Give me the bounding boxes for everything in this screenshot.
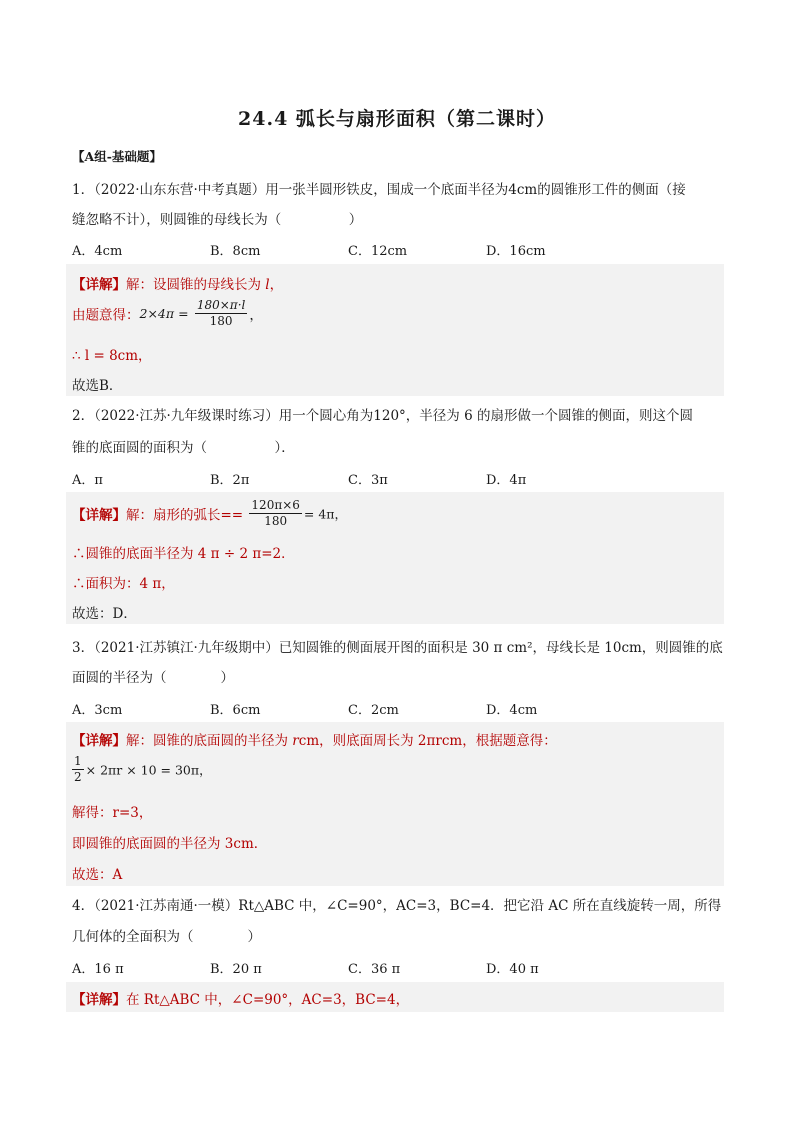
q3-sol-fraction	[72, 754, 84, 785]
q1-sol-fraction	[195, 298, 248, 329]
q3-stem-line2: 面圆的半径为（ ）	[72, 670, 234, 686]
q1-sol-line4: 故选B．	[72, 378, 123, 394]
q3-sol-den: 2	[74, 770, 82, 784]
q2-stem-line1: 2．（2022·江苏·九年级课时练习）用一个圆心角为120°，半径为 6 的扇形做一个圆锥的侧面，则这个圆	[72, 408, 693, 424]
q4-option-d[interactable]: D．40 π	[486, 962, 539, 977]
q3-stem-line1: 3．（2021·江苏镇江·九年级期中）已知圆锥的侧面展开图的面积是 30 π cm²，母线长是 10cm，则圆锥的底	[72, 640, 723, 656]
q2-sol-line3: ∴面积为：4 π，	[72, 576, 175, 592]
q2-stem-line2: 锥的底面圆的面积为（ ）．	[72, 440, 295, 456]
q4-option-b[interactable]: B．20 π	[210, 962, 262, 977]
q1-option-c[interactable]: C．12cm	[348, 244, 408, 259]
q1-sol-line1	[72, 273, 283, 293]
q3-option-a[interactable]: A．3cm	[72, 703, 123, 718]
q3-solution-box	[66, 722, 724, 886]
q2-sol-text: 解：扇形的弧长==	[126, 507, 244, 524]
q3-option-c[interactable]: C．2cm	[348, 703, 399, 718]
q2-sol-num: 120π×6	[251, 498, 300, 512]
q3-sol-header: 【详解】	[72, 733, 126, 749]
q4-stem-line2: 几何体的全面积为（ ）	[72, 929, 261, 945]
q3-sol-var: r	[292, 733, 299, 749]
q3-option-b[interactable]: B．6cm	[210, 703, 261, 718]
q3-sol-line5: 故选：A	[72, 867, 123, 883]
q3-sol-line4: 即圆锥的底面圆的半径为 3cm．	[72, 836, 268, 852]
q1-stem-line2: 缝忽略不计），则圆锥的母线长为（ ）	[72, 212, 363, 228]
q2-sol-end: = 4π，	[303, 506, 348, 522]
q2-sol-fraction	[249, 498, 301, 529]
q3-sol-line2	[72, 754, 212, 785]
q2-sol-header: 【详解】	[72, 507, 126, 524]
q2-solution-box	[66, 492, 724, 624]
q4-option-c[interactable]: C．36 π	[348, 962, 401, 977]
q1-sol-l2-end: ，	[249, 307, 263, 324]
q1-option-a[interactable]: A．4cm	[72, 244, 123, 259]
q1-sol-text: 解：设圆锥的母线长为	[126, 277, 266, 293]
q2-option-b[interactable]: B．2π	[210, 473, 250, 488]
q2-option-c[interactable]: C．3π	[348, 473, 388, 488]
q2-sol-line4: 故选：D．	[72, 606, 137, 622]
q1-sol-line2-text: 由题意得：	[72, 307, 140, 324]
section-heading: 【A组-基础题】	[72, 149, 162, 164]
q4-sol-header: 【详解】	[72, 992, 126, 1008]
q3-option-d[interactable]: D．4cm	[486, 703, 538, 718]
q1-option-d[interactable]: D．16cm	[486, 244, 546, 259]
q2-option-d[interactable]: D．4π	[486, 473, 527, 488]
q1-sol-lhs: 2×4π =	[139, 306, 189, 321]
q2-sol-den: 180	[264, 514, 288, 528]
q1-sol-header: 【详解】	[72, 277, 126, 293]
q4-stem-line1: 4．（2021·江苏南通·一模）Rt△ABC 中，∠C=90°，AC=3，BC=4．把它沿 AC 所在直线旋转一周，所得	[72, 898, 722, 914]
q4-sol-text: 在 Rt△ABC 中，∠C=90°，AC=3，BC=4，	[126, 992, 410, 1008]
q3-sol-line3: 解得：r=3，	[72, 805, 153, 821]
q1-stem-line1: 1．（2022·山东东营·中考真题）用一张半圆形铁皮，围成一个底面半径为4cm的圆锥形工件的侧面（接	[72, 182, 686, 198]
q1-sol-var: l	[265, 277, 270, 293]
q2-option-a[interactable]: A．π	[72, 473, 103, 488]
q3-sol-mid: cm，则底面周长为 2πrcm，根据题意得：	[298, 733, 557, 749]
q1-sol-line2	[72, 298, 263, 329]
q1-sol-den: 180	[209, 314, 233, 328]
q1-sol-num: 180×π·l	[196, 298, 246, 312]
q2-sol-line1	[72, 498, 347, 529]
q4-solution-box	[66, 982, 724, 1012]
q3-sol-rest: × 2πr × 10 = 30π，	[85, 762, 212, 778]
q3-sol-text: 解：圆锥的底面圆的半径为	[126, 733, 293, 749]
q3-sol-num: 1	[74, 754, 82, 768]
q1-solution-box	[66, 264, 724, 396]
q1-option-b[interactable]: B．8cm	[210, 244, 261, 259]
q4-sol-line1	[72, 988, 409, 1008]
q3-sol-line1	[72, 729, 557, 749]
q1-sol-end: ，	[269, 277, 284, 293]
q4-option-a[interactable]: A．16 π	[72, 962, 124, 977]
page-title: 24.4 弧长与扇形面积（第二课时）	[238, 108, 556, 130]
q2-sol-line2: ∴圆锥的底面半径为 4 π ÷ 2 π=2．	[72, 546, 295, 562]
q1-sol-line3: ∴ l = 8cm，	[72, 348, 152, 364]
